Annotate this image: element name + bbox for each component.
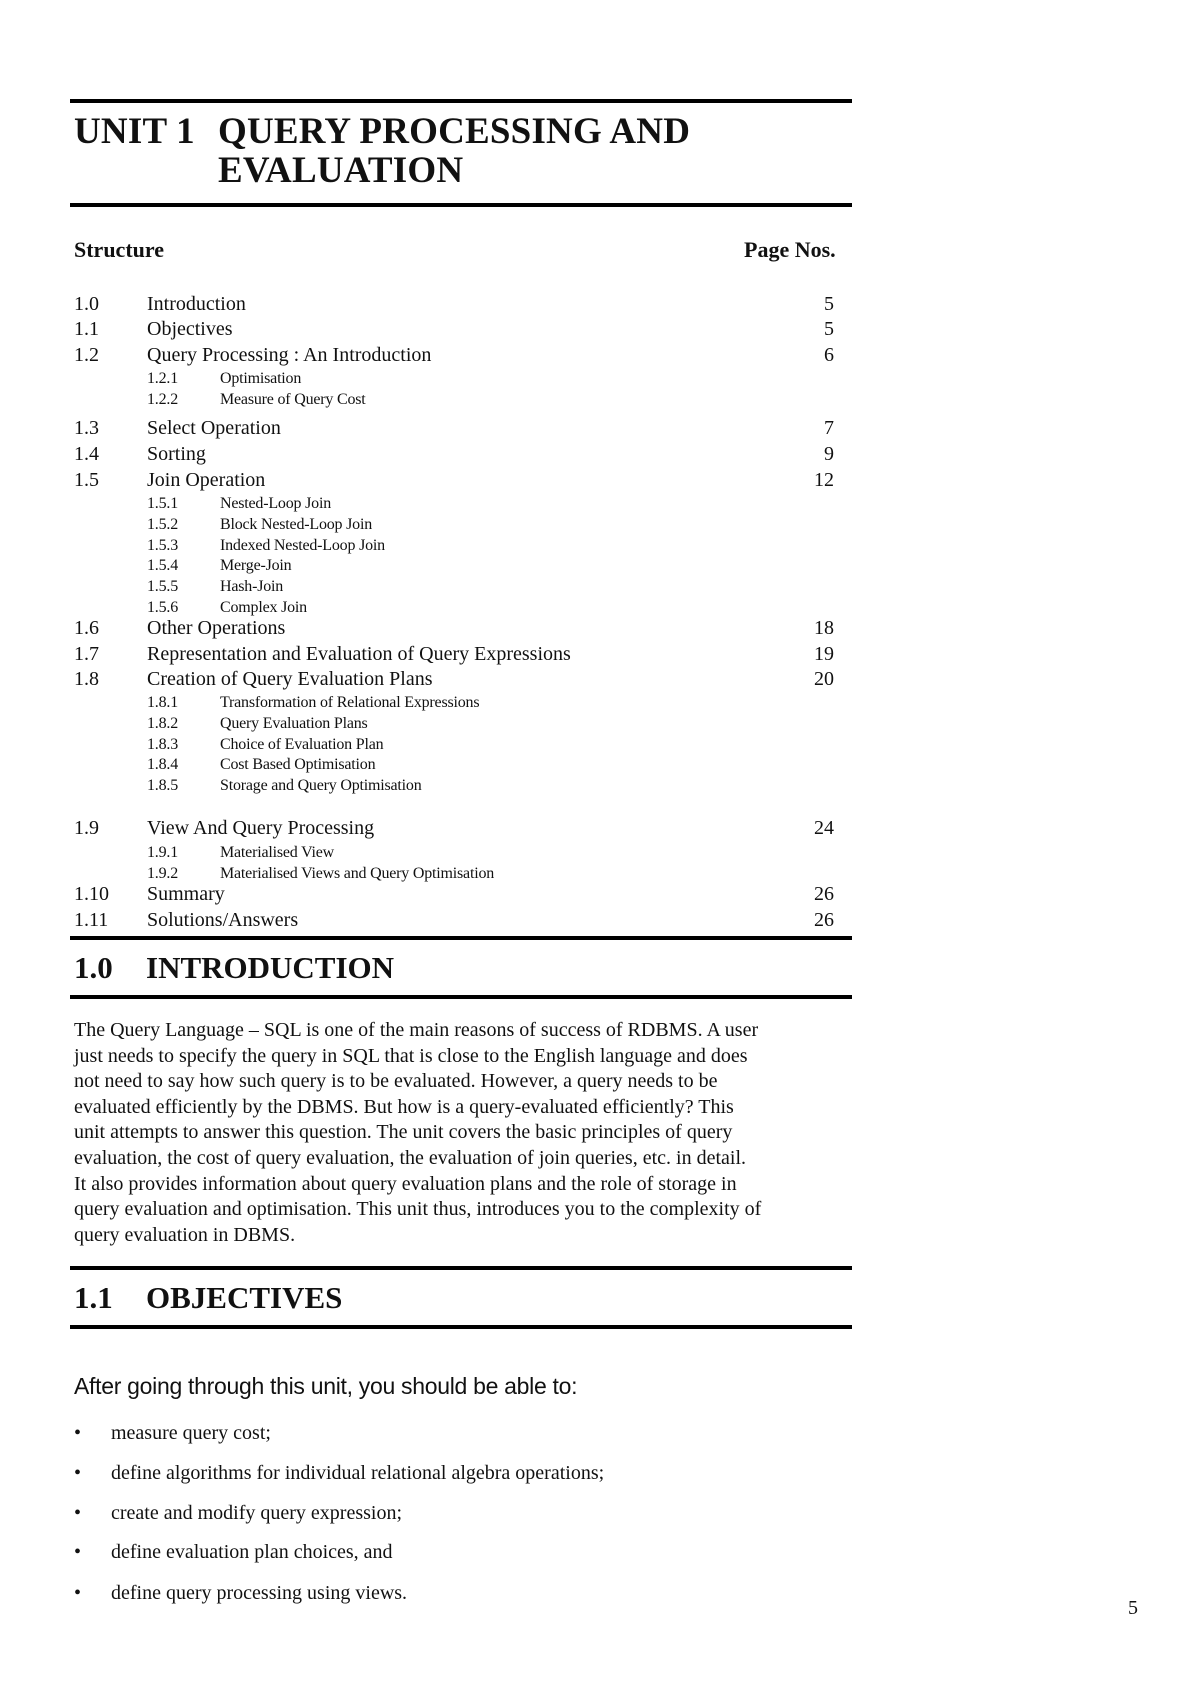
- unit-title-line1: QUERY PROCESSING AND: [218, 111, 691, 152]
- bullet-icon: •: [74, 1422, 82, 1444]
- toc-row: [74, 292, 834, 316]
- toc-number: 1.8: [74, 668, 99, 690]
- toc-row: [74, 468, 834, 492]
- toc-number: 1.11: [74, 909, 109, 931]
- intro-line: query evaluation in DBMS.: [74, 1223, 296, 1246]
- objectives-bottom-rule: [70, 1325, 852, 1329]
- toc-page: 20: [814, 668, 834, 690]
- toc-sub-number: 1.8.4: [147, 756, 179, 774]
- toc-page: 18: [814, 617, 834, 639]
- toc-sub-title: Hash-Join: [220, 578, 284, 596]
- objective-text: create and modify query expression;: [111, 1502, 403, 1524]
- toc-sub-number: 1.9.2: [147, 864, 179, 882]
- toc-row: [74, 317, 834, 341]
- title-bottom-rule: [70, 203, 852, 207]
- intro-line: It also provides information about query evaluation plans and the role of storage in: [74, 1172, 737, 1195]
- toc-number: 1.10: [74, 883, 109, 905]
- bullet-icon: •: [74, 1541, 82, 1563]
- unit-number: UNIT 1: [74, 111, 195, 152]
- toc-sub-number: 1.9.1: [147, 844, 179, 861]
- toc-page: 5: [824, 318, 834, 340]
- toc-title: Objectives: [147, 318, 233, 340]
- objective-text: define query processing using views.: [111, 1582, 408, 1604]
- toc-number: 1.4: [74, 443, 99, 465]
- toc-sub-title: Merge-Join: [220, 557, 292, 575]
- toc-number: 1.5: [74, 469, 99, 491]
- toc-sub-title: Nested-Loop Join: [220, 495, 332, 512]
- intro-top-rule: [70, 936, 852, 940]
- toc-sub-number: 1.5.1: [147, 495, 179, 512]
- toc-page: 26: [814, 883, 834, 905]
- toc-sub-title: Materialised Views and Query Optimisation: [220, 864, 495, 882]
- toc-page: 5: [824, 293, 834, 315]
- intro-paragraph: [74, 1018, 864, 1248]
- toc-row: [74, 667, 834, 691]
- toc-sub-number: 1.5.3: [147, 536, 179, 554]
- toc-title: Join Operation: [147, 469, 266, 491]
- toc-sub-title: Storage and Query Optimisation: [220, 777, 422, 795]
- intro-line: not need to say how such query is to be evaluated. However, a query needs to be: [74, 1070, 718, 1093]
- toc-sub-title: Measure of Query Cost: [220, 390, 366, 408]
- toc-sub-number: 1.5.6: [147, 599, 179, 616]
- toc-row: [74, 416, 834, 440]
- toc-title: Representation and Evaluation of Query Expressions: [147, 643, 571, 665]
- intro-line: just needs to specify the query in SQL that is close to the English language and does: [74, 1044, 748, 1067]
- toc-sub-number: 1.2.1: [147, 370, 179, 387]
- toc-sub-number: 1.8.5: [147, 777, 179, 795]
- toc-row: [74, 442, 834, 466]
- toc-title: Other Operations: [147, 617, 286, 639]
- objectives-lead: After going through this unit, you should be able to:: [74, 1373, 578, 1399]
- toc-sub-title: Query Evaluation Plans: [220, 714, 368, 732]
- intro-line: evaluation, the cost of query evaluation, the evaluation of join queries, etc. in detail.: [74, 1146, 747, 1169]
- toc-title: Introduction: [147, 293, 246, 315]
- intro-bottom-rule: [70, 995, 852, 999]
- intro-line: unit attempts to answer this question. The unit covers the basic principles of query: [74, 1121, 733, 1144]
- bullet-icon: •: [74, 1582, 82, 1604]
- toc-page: 7: [824, 417, 834, 439]
- toc-sub-title: Complex Join: [220, 599, 307, 616]
- toc-number: 1.9: [74, 817, 99, 839]
- toc-number: 1.2: [74, 344, 99, 366]
- toc-title: Query Processing : An Introduction: [147, 344, 432, 366]
- toc-row: [74, 882, 834, 906]
- toc-title: Creation of Query Evaluation Plans: [147, 668, 433, 690]
- toc-row: [74, 908, 834, 932]
- bullet-icon: •: [74, 1462, 82, 1484]
- toc-number: 1.3: [74, 417, 99, 439]
- toc-page: 26: [814, 909, 834, 931]
- top-rule: [70, 99, 852, 103]
- toc-sub-number: 1.5.5: [147, 578, 179, 596]
- toc-sub-title: Optimisation: [220, 370, 302, 387]
- toc-title: Summary: [147, 883, 225, 905]
- toc-sub-title: Materialised View: [220, 844, 334, 861]
- toc-number: 1.7: [74, 643, 99, 665]
- toc-sub-title: Choice of Evaluation Plan: [220, 735, 384, 753]
- objective-text: define evaluation plan choices, and: [111, 1541, 393, 1563]
- toc-page: 6: [824, 344, 834, 366]
- toc-sub-number: 1.8.3: [147, 735, 179, 753]
- objective-text: measure query cost;: [111, 1422, 271, 1444]
- toc-page: 24: [814, 817, 834, 839]
- toc-sub-number: 1.8.2: [147, 714, 179, 732]
- intro-line: The Query Language – SQL is one of the main reasons of success of RDBMS. A user: [74, 1019, 759, 1041]
- unit-title-line2: EVALUATION: [218, 150, 464, 191]
- toc-title: Sorting: [147, 443, 206, 465]
- toc-sub-number: 1.2.2: [147, 390, 179, 408]
- toc-page: 12: [814, 469, 834, 491]
- toc-row: [74, 616, 834, 640]
- toc-row: [74, 816, 834, 840]
- objective-text: define algorithms for individual relational algebra operations;: [111, 1462, 605, 1484]
- toc-sub-title: Indexed Nested-Loop Join: [220, 536, 385, 554]
- intro-heading-num: 1.0: [74, 950, 113, 985]
- toc-number: 1.0: [74, 293, 99, 315]
- toc-sub-number: 1.5.2: [147, 515, 179, 533]
- toc-title: Solutions/Answers: [147, 909, 299, 931]
- page-nos-heading: Page Nos.: [744, 237, 836, 262]
- toc-page: 19: [814, 643, 834, 665]
- toc-number: 1.6: [74, 617, 99, 639]
- intro-line: evaluated efficiently by the DBMS. But how is a query-evaluated efficiently? This: [74, 1095, 734, 1118]
- toc-row: [74, 642, 834, 666]
- bullet-icon: •: [74, 1502, 82, 1524]
- toc-title: Select Operation: [147, 417, 281, 439]
- intro-line: query evaluation and optimisation. This unit thus, introduces you to the complexity of: [74, 1198, 762, 1221]
- toc-number: 1.1: [74, 318, 99, 340]
- toc-row: [74, 343, 834, 367]
- toc-sub-number: 1.8.1: [147, 694, 179, 711]
- intro-heading-text: INTRODUCTION: [146, 950, 395, 985]
- objectives-top-rule: [70, 1266, 852, 1270]
- objectives-heading-text: OBJECTIVES: [146, 1280, 343, 1315]
- toc-sub-number: 1.5.4: [147, 557, 179, 575]
- toc-title: View And Query Processing: [147, 817, 375, 839]
- toc-page: 9: [824, 443, 834, 465]
- toc-sub-title: Cost Based Optimisation: [220, 756, 376, 774]
- structure-heading: Structure: [74, 237, 165, 262]
- toc-sub-title: Transformation of Relational Expressions: [220, 694, 480, 711]
- page-number: 5: [1128, 1597, 1138, 1619]
- toc-sub-title: Block Nested-Loop Join: [220, 515, 373, 533]
- objectives-heading-num: 1.1: [74, 1280, 113, 1315]
